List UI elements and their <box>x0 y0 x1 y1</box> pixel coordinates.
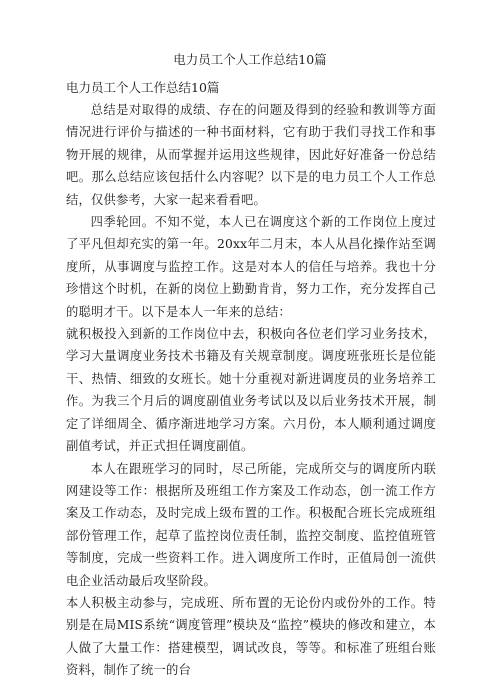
document-body <box>66 99 436 682</box>
document-subtitle: 电力员工个人工作总结10篇 <box>66 80 220 95</box>
paragraph-work-duties: 本人在跟班学习的同时，尽己所能，完成所交与的调度所内联网建设等工作：根据所及班组工作方案及工作动态，创一流工作方案及工作动态，及时完成上级布置的工作。积极配合班长完成班组部份管理工作，起草了监控岗位责任制，监控交制度、监控值班管等制度，完成一些资料工作。进入调度所工作时，正值局创一流供电企业活动最后攻坚阶段。 <box>66 461 436 588</box>
paragraph-intro: 总结是对取得的成绩、存在的问题及得到的经验和教训等方面情况进行评价与描述的一种书面材料，它有助于我们寻找工作和事物开展的规律，从而掌握并运用这些规律，因此好好准备一份总结吧。那么总结应该包括什么内容呢？以下是的电力员工个人工作总结，仅供参考，大家一起来看看吧。 <box>66 103 436 207</box>
paragraph-learning: 就积极投入到新的工作岗位中去，积极向各位老们学习业务技术，学习大量调度业务技术书籍及有关规章制度。调度班张班长是位能干、热情、细致的女班长。她十分重视对新进调度员的业务培养工作。为我三个月后的调度副值业务考试以及以后业务技术开展，制定了详细周全、循序渐进地学习方案。六月份，本人顺利通过调度副值考试，并正式担任调度副值。 <box>66 327 436 454</box>
paragraph-year-review: 四季轮回。不知不觉，本人已在调度这个新的工作岗位上度过了平凡但却充实的第一年。20xx年二月末，本人从昌化操作站至调度所，从事调度与监控工作。这是对本人的信任与培养。我也十分珍惜这个时机，在新的岗位上勤勤肯肯，努力工作，充分发挥自己的聪明才干。以下是本人一年来的总结： <box>66 215 436 319</box>
paragraph-mis-system: 本人积极主动参与，完成班、所布置的无论份内或份外的工作。特别是在局MIS系统“调度管理”模块及“监控”模块的修改和建立，本人做了大量工作：搭建模型，调试改良，等等。和标准了班组台账资料，制作了统一的台 <box>66 595 436 678</box>
document-title: 电力员工个人工作总结10篇 <box>173 52 327 67</box>
